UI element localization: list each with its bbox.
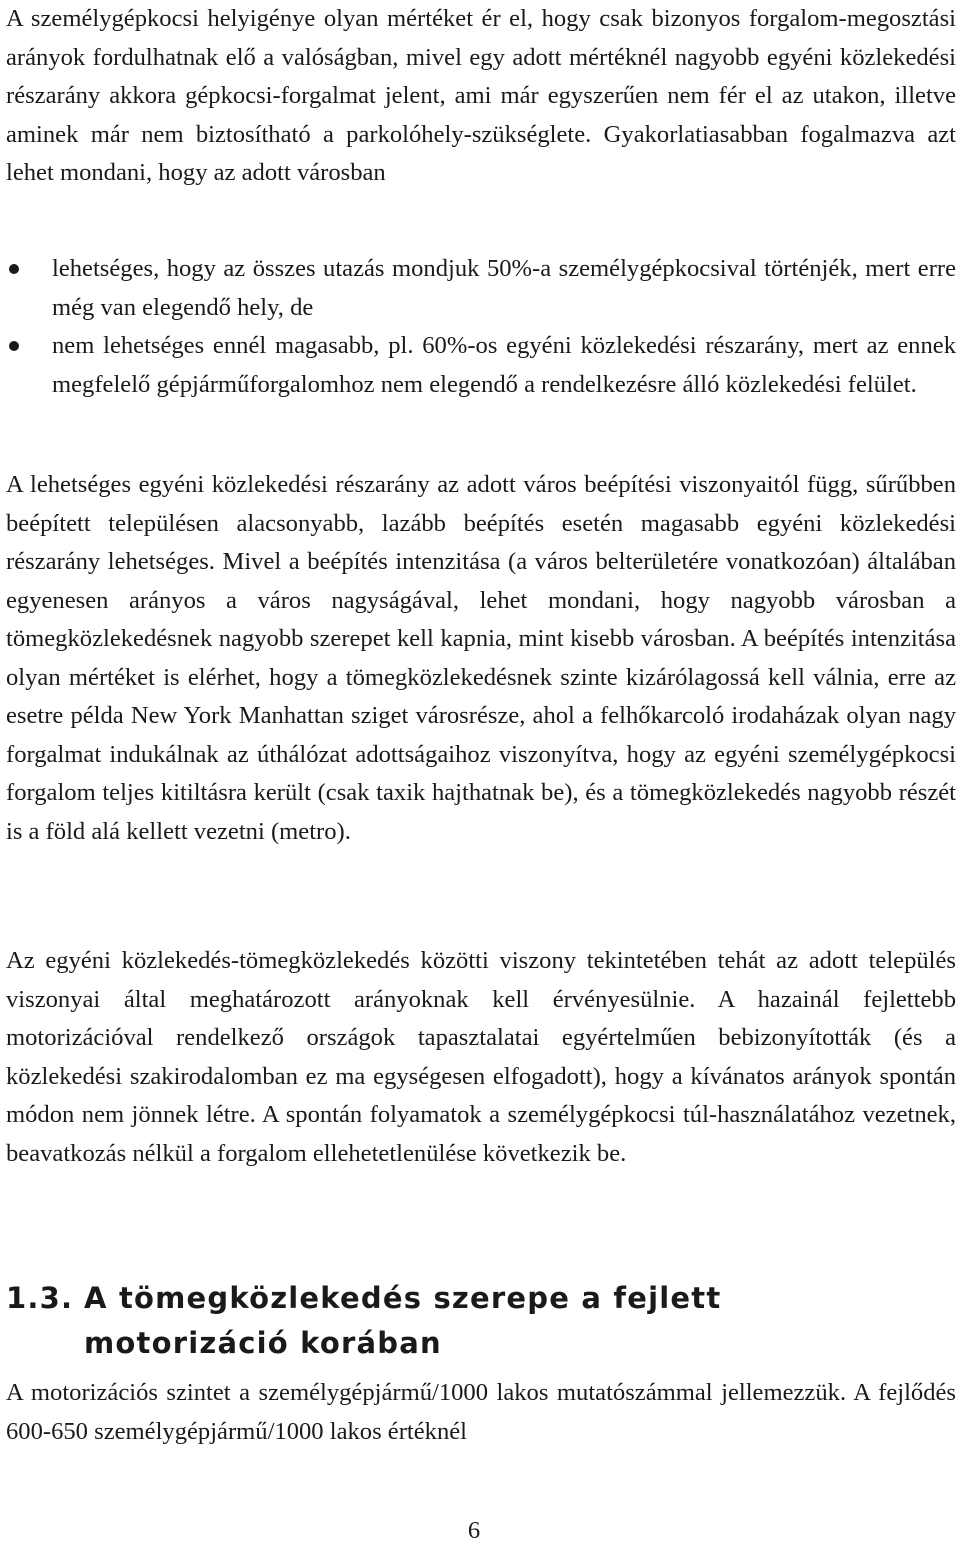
bullet-text: nem lehetséges ennél magasabb, pl. 60%-os egyéni közlekedési részarány, mert az ennek megfelelő gépjárműforgalomhoz nem elegendő a rendelkezésre álló közlekedési felület.: [52, 332, 956, 398]
paragraph-motorizacio: A motorizációs szintet a személygépjármű/1000 lakos mutatószámmal jellemezzük. A fejlődés 600-650 személygépjármű/1000 lakos értéknél: [6, 1379, 956, 1445]
bullet-list: [6, 250, 956, 404]
bullet-text: lehetséges, hogy az összes utazás mondjuk 50%-a személygépkocsival történjék, mert erre még van elegendő hely, de: [52, 255, 956, 321]
paragraph-viszony: Az egyéni közlekedés-tömegközlekedés közötti viszony tekintetében tehát az adott település viszonyai által meghatározott arányoknak kell érvényesülnie. A hazainál fejlettebb motorizációval rendelkező országok tapasztalatai egyértelműen bebizonyították (és a közlekedési szakirodalomban ez ma egységesen elfogadott), hogy a kívánatos arányok spontán módon nem jönnek létre. A spontán folyamatok a személygépkocsi túl-használatához vezetnek, beavatkozás nélkül a forgalom ellehetetlenülése következik be.: [6, 947, 956, 1167]
list-item: [6, 250, 956, 327]
bullet-icon: [9, 264, 19, 274]
section-title-line1: A tömegközlekedés szerepe a fejlett: [84, 1281, 722, 1315]
section-heading: [6, 1276, 956, 1366]
paragraph-reszarany: A lehetséges egyéni közlekedési részarány az adott város beépítési viszonyaitól függ, sűrűbben beépített településen alacsonyabb, lazább beépítés esetén magasabb egyéni közlekedési részarány lehetséges. Mivel a beépítés intenzitása (a város belterületére vonatkozóan) általában egyenesen arányos a város nagyságával, lehet mondani, hogy nagyobb városban a tömegközlekedésnek nagyobb szerepet kell kapnia, mint kisebb városban. A beépítés intenzitása olyan mértéket is elérhet, hogy a tömegközlekedésnek szinte kizárólagossá kell válnia, erre az esetre példa New York Manhattan sziget városrésze, ahol a felhőkarcoló irodaházak olyan nagy forgalmat indukálnak az úthálózat adottságaihoz viszonyítva, hogy az egyéni személygépkocsi forgalom teljes kitiltásra került (csak taxik hajthatnak be), és a tömegközlekedés nagyobb részét is a föld alá kellett vezetni (metro).: [6, 471, 956, 845]
paragraph-helyigeny: A személygépkocsi helyigénye olyan mértéket ér el, hogy csak bizonyos forgalom-megosztási arányok fordulhatnak elő a valóságban, mivel egy adott mértéknél nagyobb egyéni közlekedési részarány akkora gépkocsi-forgalmat jelent, ami már egyszerűen nem fér el az utakon, illetve aminek már nem biztosítható a parkolóhely-szükséglete. Gyakorlatiasabban fogalmazva azt lehet mondani, hogy az adott városban: [6, 5, 956, 186]
list-item: [6, 327, 956, 404]
page-number: 6: [467, 1517, 481, 1544]
bullet-icon: [9, 341, 19, 351]
section-title-line2: motorizáció korában: [84, 1326, 442, 1360]
section-number: 1.3.: [6, 1281, 74, 1315]
document-page: [6, 0, 956, 1551]
